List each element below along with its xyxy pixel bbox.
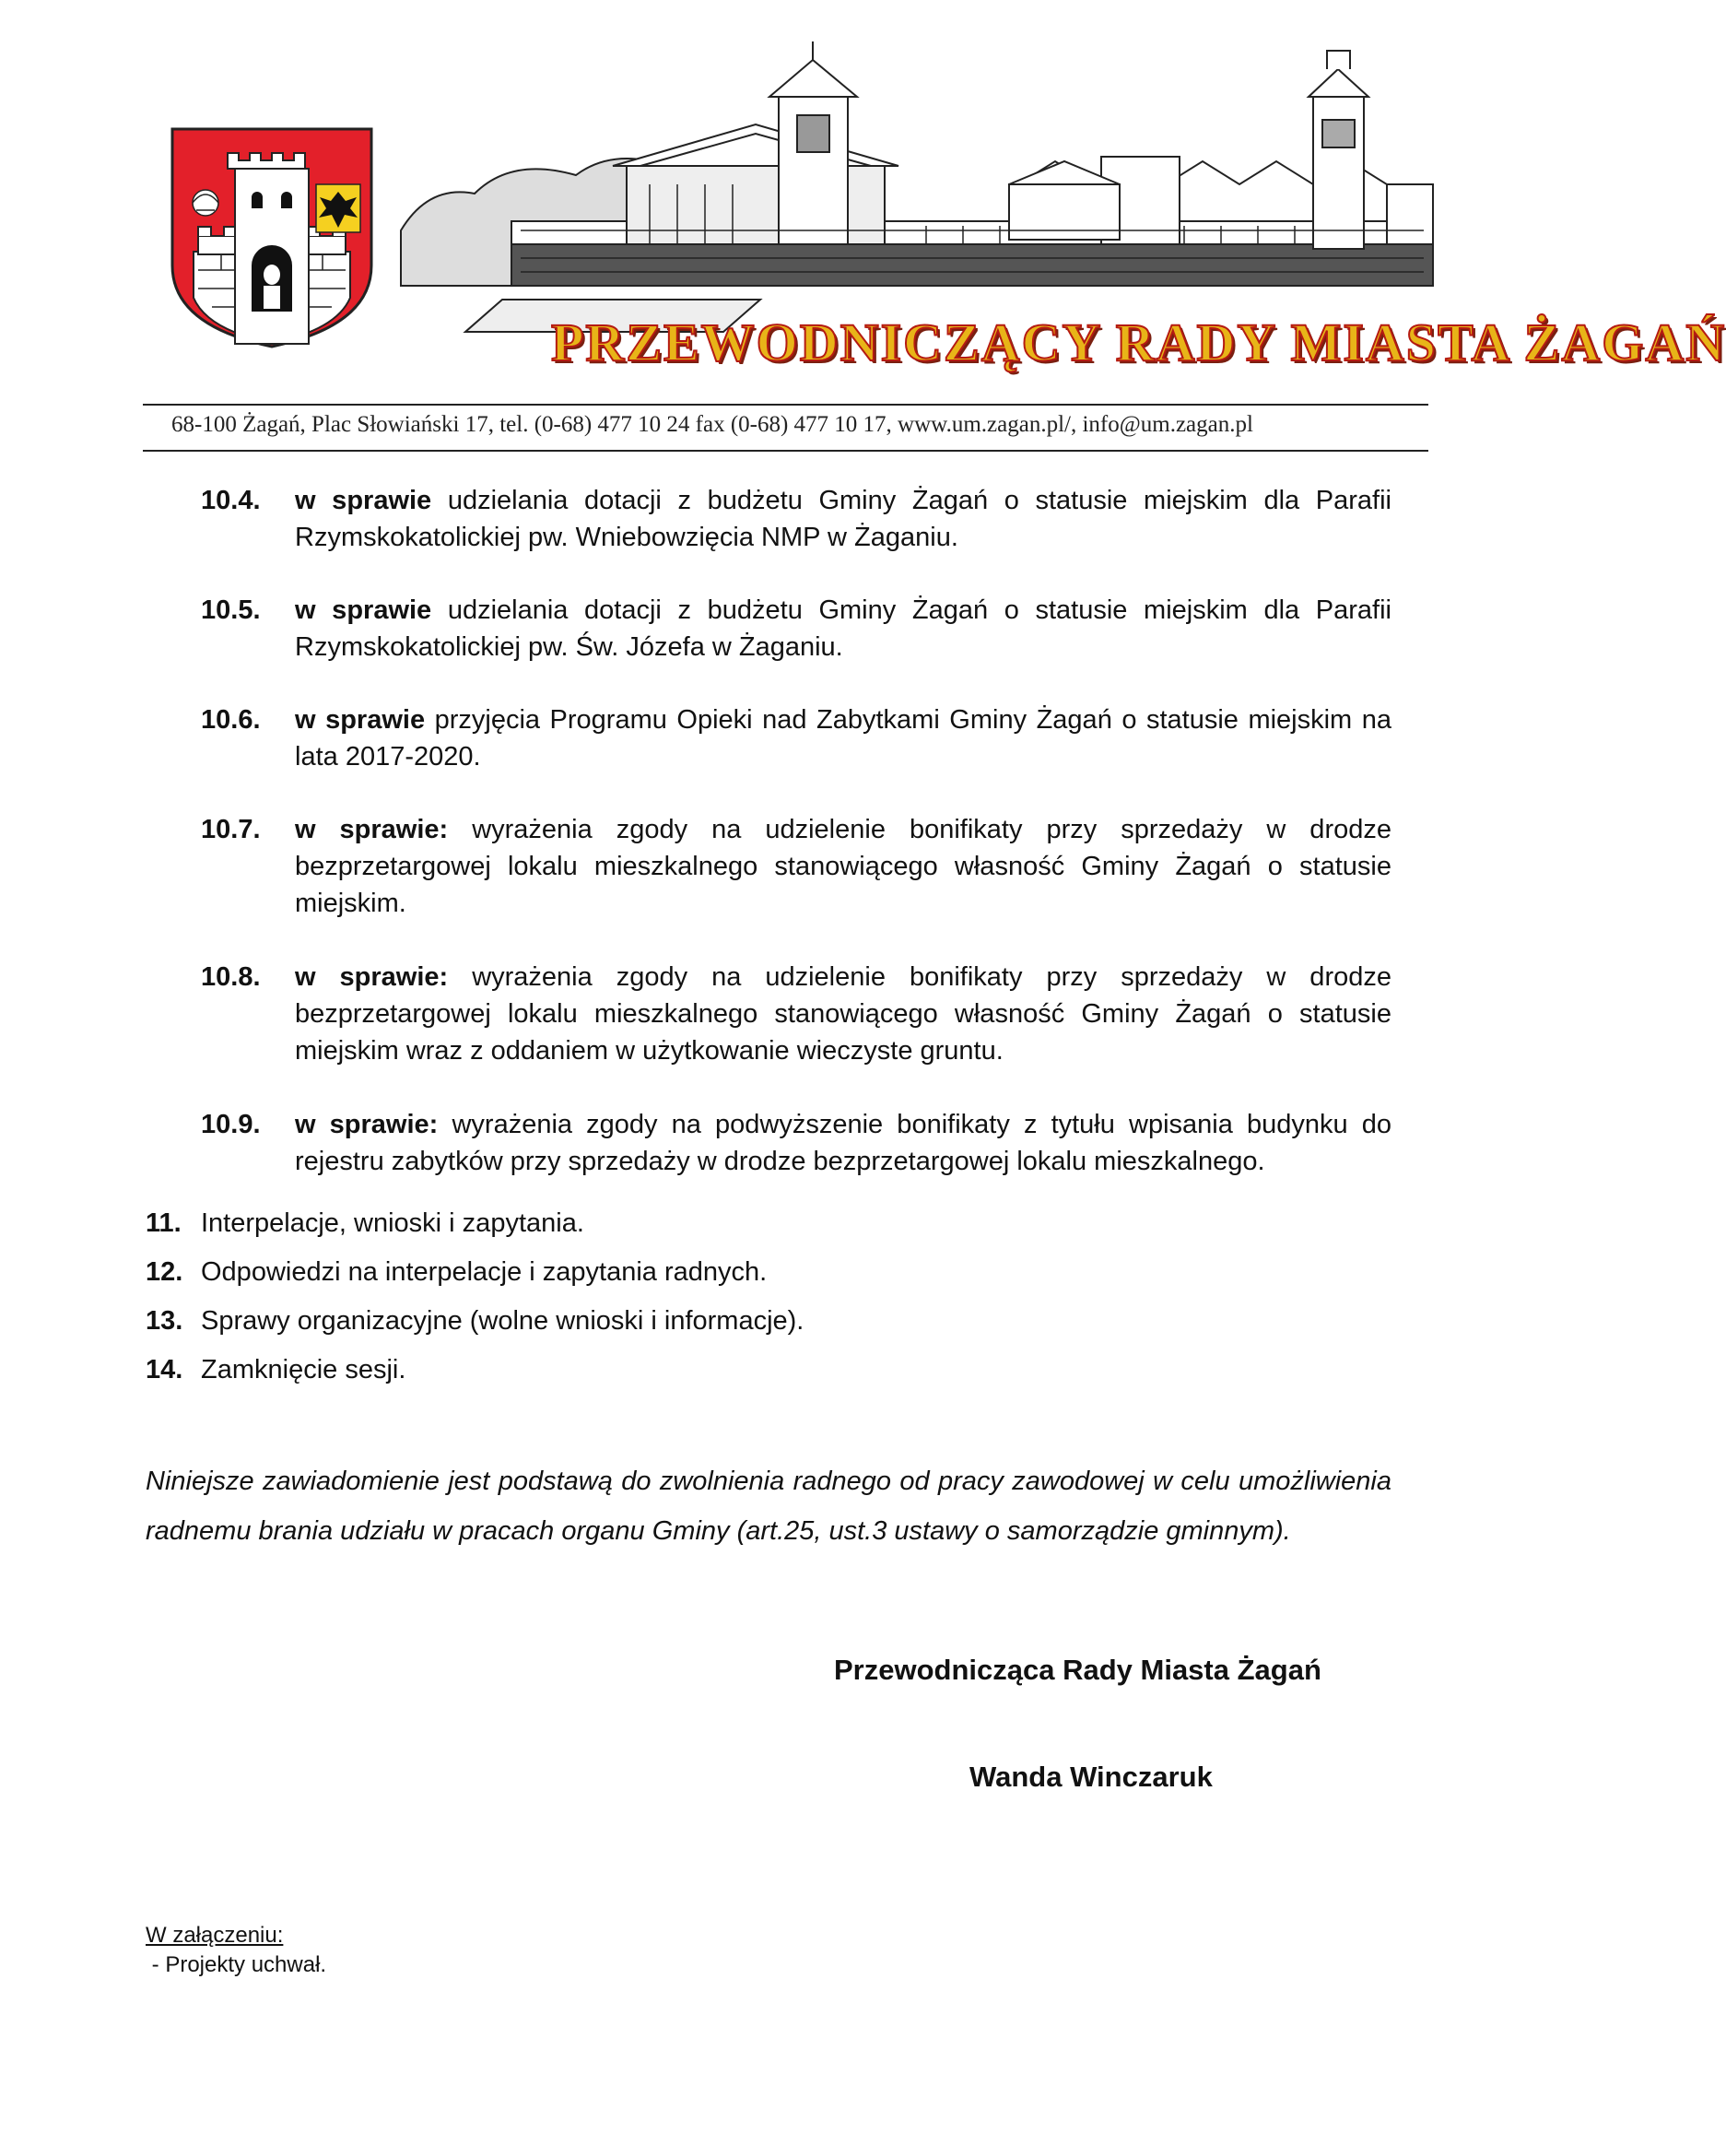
item-number: 10.5.: [201, 595, 261, 625]
agenda-item-11: [146, 1205, 584, 1242]
item-number: 10.4.: [201, 486, 261, 515]
item-lead: w sprawie: [295, 595, 432, 625]
item-lead: w sprawie: [295, 486, 432, 515]
item-text: udzielania dotacji z budżetu Gminy Żagań o statusie miejskim dla Parafii Rzymskokatolickiej pw. Wniebowzięcia NMP w Żaganiu.: [295, 486, 1391, 552]
agenda-item-10-6: [201, 701, 1391, 775]
item-lead: w sprawie:: [295, 962, 449, 992]
item-number: 10.6.: [201, 705, 261, 735]
agenda-item-10-4: [201, 482, 1391, 556]
agenda-item-10-7: [201, 811, 1391, 922]
item-text: Zamknięcie sesji.: [201, 1355, 406, 1384]
signature-name: Wanda Winczaruk: [969, 1761, 1213, 1793]
item-number: 12.: [146, 1257, 183, 1287]
item-number: 10.9.: [201, 1110, 261, 1139]
header-rule-bottom: [143, 450, 1428, 452]
item-number: 10.8.: [201, 962, 261, 992]
item-text: Interpelacje, wnioski i zapytania.: [201, 1208, 584, 1238]
item-lead: w sprawie: [295, 705, 426, 735]
attachments-label: W załączeniu:: [146, 1923, 284, 1948]
item-text: udzielania dotacji z budżetu Gminy Żagań o statusie miejskim dla Parafii Rzymskokatolickiej pw. Św. Józefa w Żaganiu.: [295, 595, 1391, 662]
item-lead: w sprawie:: [295, 815, 449, 844]
attachments-item: - Projekty uchwał.: [146, 1952, 327, 1977]
agenda-item-10-8: [201, 959, 1391, 1069]
agenda-item-12: [146, 1254, 767, 1290]
item-number: 13.: [146, 1306, 183, 1336]
item-text: przyjęcia Programu Opieki nad Zabytkami Gminy Żagań o statusie miejskim na lata 2017-2020.: [295, 705, 1391, 772]
header-rule-top: [143, 404, 1428, 406]
item-number: 10.7.: [201, 815, 261, 844]
agenda-item-14: [146, 1351, 405, 1388]
item-number: 14.: [146, 1355, 183, 1384]
item-text: wyrażenia zgody na podwyższenie bonifikaty z tytułu wpisania budynku do rejestru zabytków przy sprzedaży w drodze bezprzetargowej lokalu mieszkalnego.: [295, 1110, 1391, 1176]
contact-line: 68-100 Żagań, Plac Słowiański 17, tel. (0-68) 477 10 24 fax (0-68) 477 10 17, www.um.zagan.pl/, info@um.zagan.pl: [171, 412, 1253, 437]
item-text: wyrażenia zgody na udzielenie bonifikaty przy sprzedaży w drodze bezprzetargowej lokalu mieszkalnego stanowiącego własność Gminy Żagań o statusie miejskim.: [295, 815, 1391, 918]
coat-of-arms-image: [170, 127, 373, 348]
legal-notice: Niniejsze zawiadomienie jest podstawą do zwolnienia radnego od pracy zawodowej w celu umożliwienia radnemu brania udziału w pracach organu Gminy (art.25, ust.3 ustawy o samorządzie gminnym).: [146, 1467, 1391, 1546]
item-text: wyrażenia zgody na udzielenie bonifikaty przy sprzedaży w drodze bezprzetargowej lokalu mieszkalnego stanowiącego własność Gminy Żagań o statusie miejskim wraz z oddaniem w użytkowanie wieczyste gruntu.: [295, 962, 1391, 1066]
item-text: Sprawy organizacyjne (wolne wnioski i informacje).: [201, 1306, 804, 1336]
letterhead-title: PRZEWODNICZĄCY RADY MIASTA ŻAGAŃ: [551, 312, 1726, 372]
agenda-item-10-5: [201, 592, 1391, 666]
agenda-item-13: [146, 1302, 804, 1339]
item-number: 11.: [146, 1208, 182, 1238]
item-lead: w sprawie:: [295, 1110, 439, 1139]
item-text: Odpowiedzi na interpelacje i zapytania radnych.: [201, 1257, 768, 1287]
signature-role: Przewodnicząca Rady Miasta Żagań: [834, 1654, 1321, 1686]
agenda-item-10-9: [201, 1106, 1391, 1180]
